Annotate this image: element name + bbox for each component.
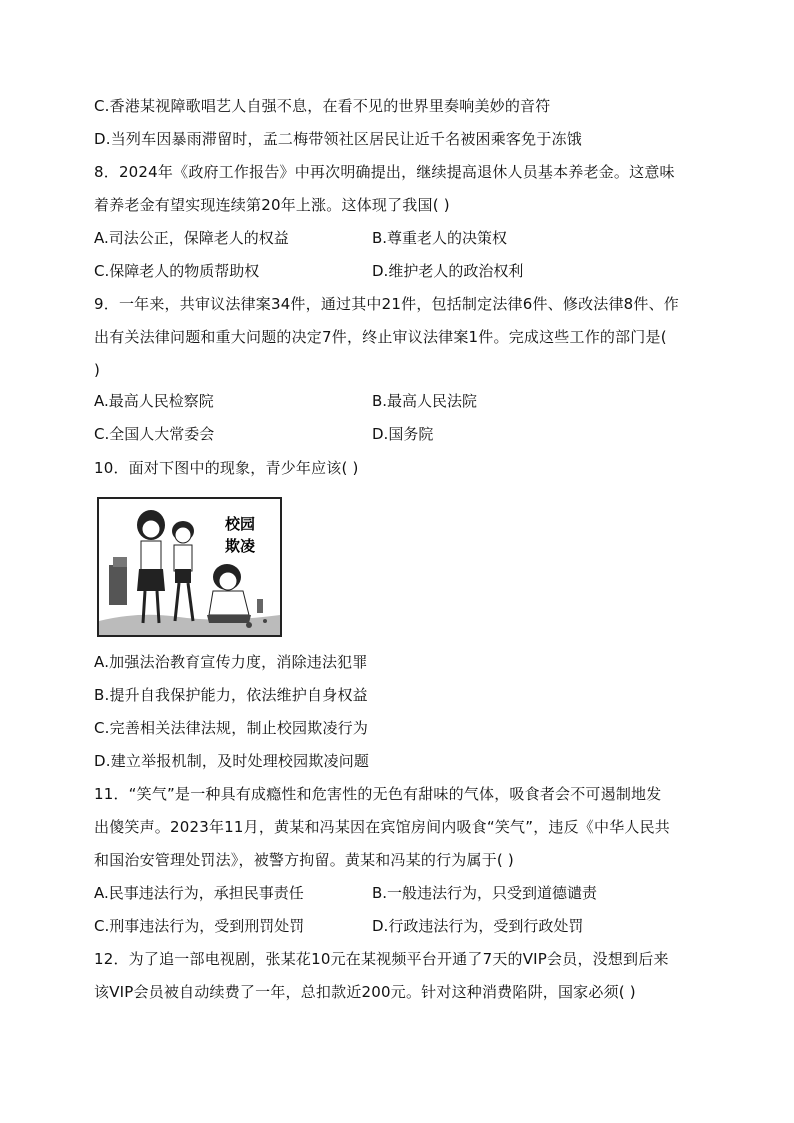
- bully-boy-figure: [172, 521, 194, 621]
- question-12-stem-line2: 该VIP会员被自动续费了一年，总扣款近200元。针对这种消费陷阱，国家必须( ): [94, 983, 636, 1001]
- question-11-option-d: D.行政违法行为，受到行政处罚: [372, 917, 584, 935]
- question-11-stem-line1: 11．“笑气”是一种具有成瘾性和危害性的无色有甜味的气体，吸食者会不可遏制地发: [94, 785, 662, 803]
- question-10-option-b: B.提升自我保护能力，依法维护自身权益: [94, 686, 368, 704]
- question-11-stem-line3: 和国治安管理处罚法》，被警方拘留。黄某和冯某的行为属于( ): [94, 851, 514, 869]
- victim-figure: [207, 564, 251, 623]
- question-12-stem-line1: 12．为了追一部电视剧，张某花10元在某视频平台开通了7天的VIP会员，没想到后来: [94, 950, 669, 968]
- school-bullying-cartoon: [97, 497, 282, 637]
- bully-girl-figure: [137, 510, 165, 623]
- question-9-option-b: B.最高人民法院: [372, 392, 478, 410]
- cartoon-drawing: [99, 499, 280, 635]
- question-9-stem-line2: 出有关法律问题和重大问题的决定7件，终止审议法律案1件。完成这些工作的部门是(: [94, 328, 667, 346]
- question-9-option-c: C.全国人大常委会: [94, 425, 215, 443]
- cartoon-caption-line1: 校园: [224, 515, 256, 533]
- building-shape: [109, 565, 127, 605]
- question-9-option-a: A.最高人民检察院: [94, 392, 214, 410]
- question-8-option-d: D.维护老人的政治权利: [372, 262, 524, 280]
- question-9-stem-line1: 9．一年来，共审议法律案34件，通过其中21件，包括制定法律6件、修改法律8件、作: [94, 295, 680, 313]
- question-8-stem-line1: 8．2024年《政府工作报告》中再次明确提出，继续提高退休人员基本养老金。这意味: [94, 163, 675, 181]
- question-8-stem-line2: 着养老金有望实现连续第20年上涨。这体现了我国( ): [94, 196, 450, 214]
- question-7-option-c: C.香港某视障歌唱艺人自强不息，在看不见的世界里奏响美妙的音符: [94, 97, 551, 115]
- question-11-option-a: A.民事违法行为，承担民事责任: [94, 884, 304, 902]
- question-9-stem-line3: ): [94, 361, 101, 379]
- question-11-stem-line2: 出傻笑声。2023年11月，黄某和冯某因在宾馆房间内吸食“笑气”，违反《中华人民共: [94, 818, 671, 836]
- question-11-option-c: C.刑事违法行为，受到刑罚处罚: [94, 917, 305, 935]
- ground-shape: [99, 615, 280, 635]
- question-11-option-b: B.一般违法行为，只受到道德谴责: [372, 884, 598, 902]
- question-8-option-b: B.尊重老人的决策权: [372, 229, 508, 247]
- building-roof: [113, 557, 127, 567]
- question-9-option-d: D.国务院: [372, 425, 434, 443]
- question-10-stem: 10．面对下图中的现象，青少年应该( ): [94, 459, 359, 477]
- question-8-option-a: A.司法公正，保障老人的权益: [94, 229, 289, 247]
- cartoon-caption-line2: 欺凌: [224, 537, 256, 555]
- question-10-option-c: C.完善相关法律法规，制止校园欺凌行为: [94, 719, 369, 737]
- question-10-option-a: A.加强法治教育宣传力度，消除违法犯罪: [94, 653, 368, 671]
- question-7-option-d: D.当列车因暴雨滞留时，孟二梅带领社区居民让近千名被困乘客免于冻饿: [94, 130, 582, 148]
- question-10-option-d: D.建立举报机制，及时处理校园欺凌问题: [94, 752, 370, 770]
- question-8-option-c: C.保障老人的物质帮助权: [94, 262, 260, 280]
